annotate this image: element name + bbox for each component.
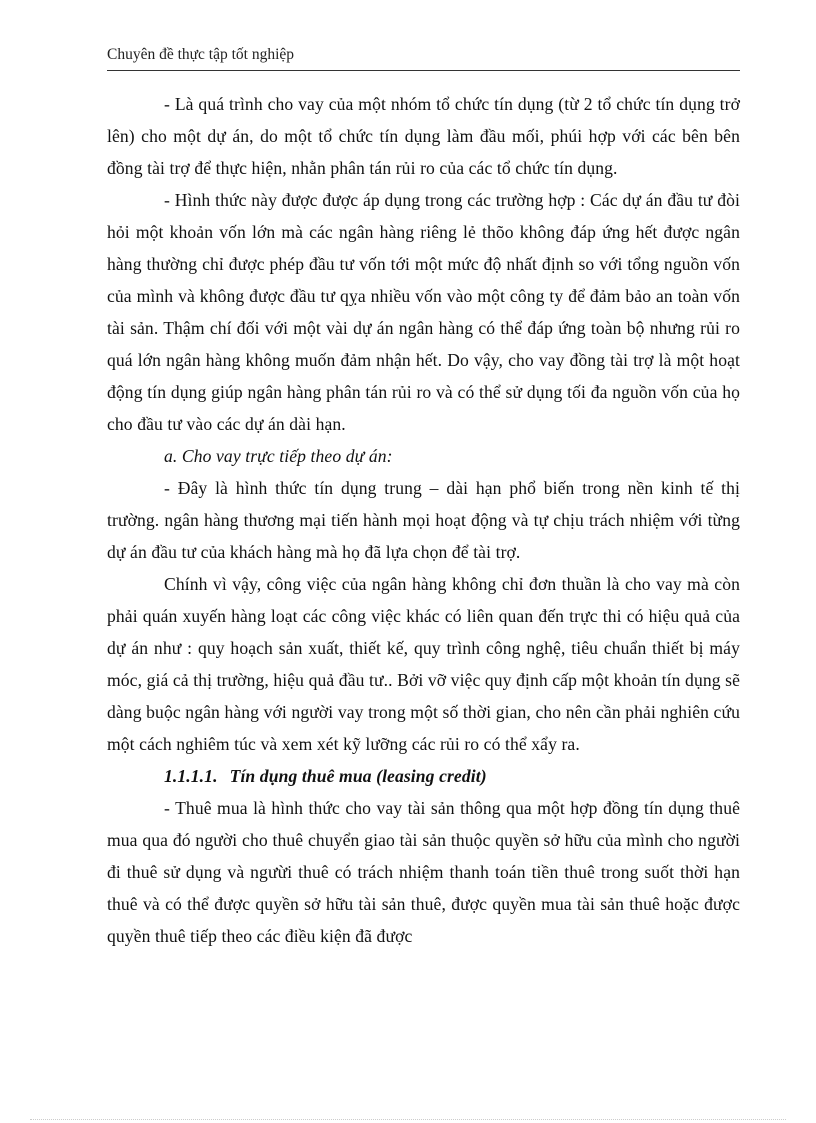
page-bottom-border [30,1119,786,1120]
page-header [107,44,740,66]
paragraph-1: - Là quá trình cho vay của một nhóm tổ chức tín dụng (từ 2 tổ chức tín dụng trở lên) cho một dự án, do một tổ chức tín dụng làm đầu mối, phúi hợp với các bên bên đồng tài trợ để thực hiện, nhằn phân tán rủi ro của các tổ chức tín dụng. [107,94,740,178]
subheading-direct-project-lending: a. Cho vay trực tiếp theo dự án: [164,446,393,466]
header-divider [107,70,740,71]
header-title: Chuyên đề thực tập tốt nghiệp [107,46,295,63]
section-number: 1.1.1.1. [164,766,218,786]
section-title: Tín dụng thuê mua (leasing credit) [229,766,487,786]
document-body [107,88,740,952]
paragraph-5: - Thuê mua là hình thức cho vay tài sản thông qua một hợp đồng tín dụng thuê mua qua đó người cho thuê chuyển giao tài sản thuộc quyền sở hữu của mình cho người đi thuê sử dụng và ngưừi thuê có trách nhiệm thanh toán tiền thuê trong suốt thời hạn thuê và có thể được quyền sở hữu tài sản thuê, được quyền mua tài sản thuê hoặc được quyền thuê tiếp theo các điều kiện đã được [107,798,740,946]
paragraph-2: - Hình thức này được được áp dụng trong các trường hợp : Các dự án đầu tư đòi hỏi một khoản vốn lớn mà các ngân hàng riêng lẻ thõo không đáp ứng hết được ngân hàng thường chỉ được phép đầu tư vốn tới một mức độ nhất định so với tổng nguồn vốn của mình và không được đầu tư qỵa nhiều vốn vào một công ty để đảm bảo an toàn vốn tài sản. Thậm chí đối với một vài dự án ngân hàng có thể đáp ứng toàn bộ nhưng rủi ro quá lớn ngân hàng không muốn đảm nhận hết. Do vậy, cho vay đồng tài trợ là một hoạt động tín dụng giúp ngân hàng phân tán rủi ro và có thể sử dụng tối đa nguồn vốn của họ cho đầu tư vào các dự án dài hạn. [107,190,740,434]
paragraph-4: Chính vì vậy, công việc của ngân hàng không chỉ đơn thuần là cho vay mà còn phải quán xuyến hàng loạt các công việc khác có liên quan đến trực thi có hiệu quả của dự án như : quy hoạch sản xuất, thiết kế, quy trình công nghệ, tiêu chuẩn thiết bị máy móc, giá cả thị trường, hiệu quả đầu tư.. Bởi vỡ việc quy định cấp một khoản tín dụng sẽ dàng buộc ngân hàng với người vay trong một số thời gian, cho nên cần phải nghiên cứu một cách nghiêm túc và xem xét kỹ lưỡng các rủi ro có thể xẩy ra. [107,574,740,754]
section-heading [107,760,740,792]
paragraph-3: - Đây là hình thức tín dụng trung – dài hạn phổ biến trong nền kinh tế thị trường. ngân hàng thương mại tiến hành mọi hoạt động và tự chịu trách nhiệm với từng dự án đầu tư của khách hàng mà họ đã lựa chọn để tài trợ. [107,478,740,562]
